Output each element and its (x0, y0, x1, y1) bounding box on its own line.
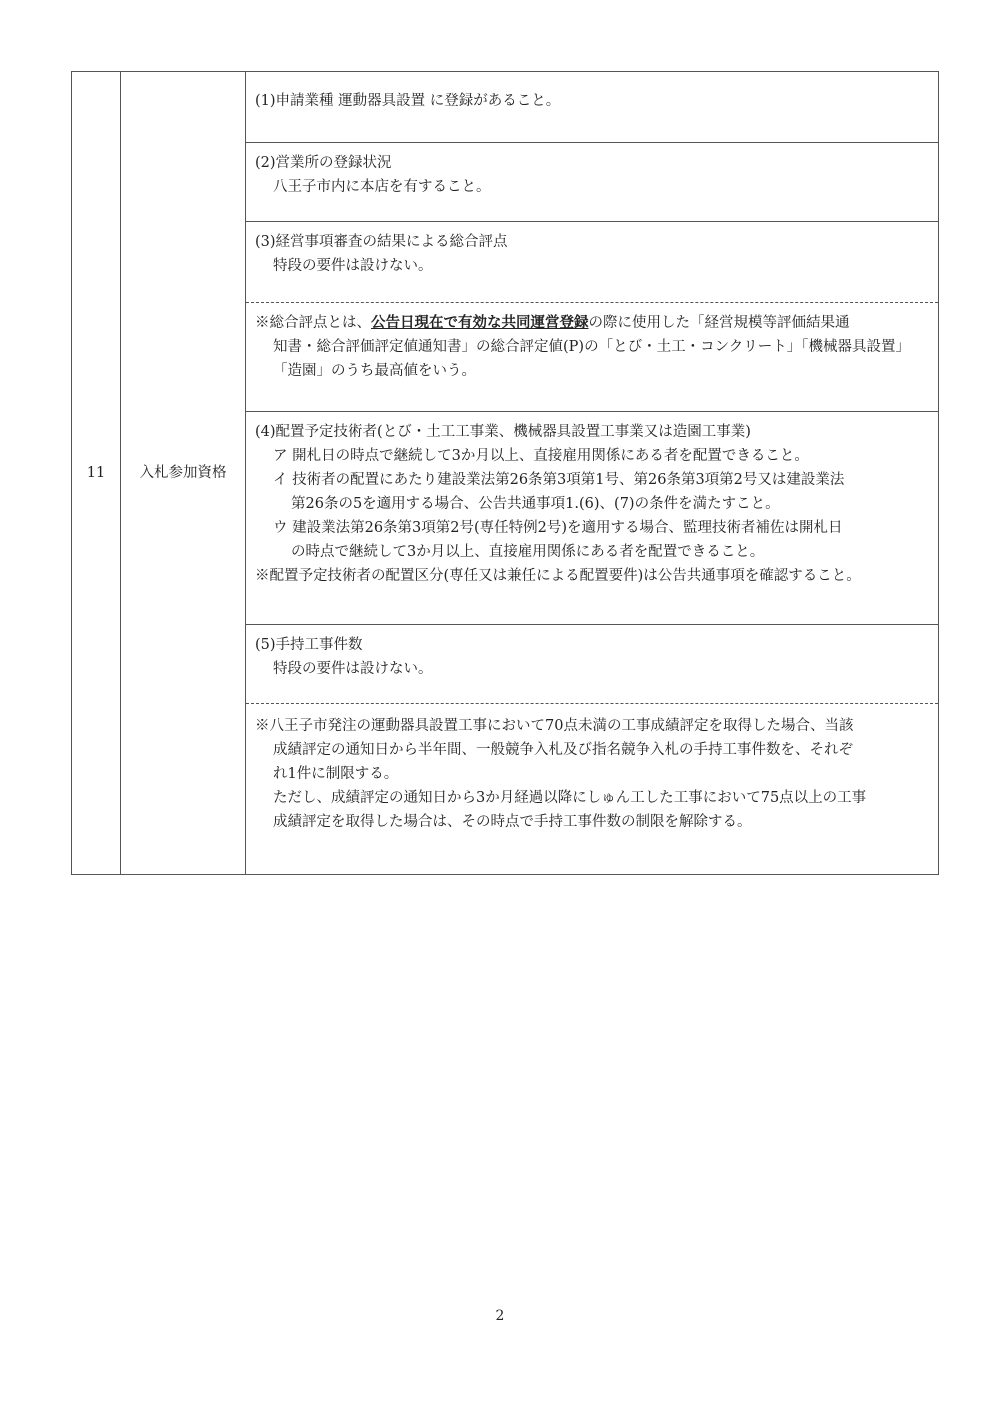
note-suffix: の際に使用した「経営規模等評価結果通 (588, 315, 850, 331)
item-3-note-cell (246, 303, 939, 412)
item-3-cell (246, 222, 939, 303)
item-4-note: ※配置予定技術者の配置区分(専任又は兼任による配置要件)は公告共通事項を確認すること。 (255, 568, 861, 584)
item-4-line-c-cont: の時点で継続して3か月以上、直接雇用関係にある者を配置できること。 (291, 544, 765, 560)
item-5-note-cell (246, 704, 939, 875)
item-1-text: (1)申請業種 運動器具設置 に登録があること。 (255, 93, 561, 109)
item-5-note-line-1: ※八王子市発注の運動器具設置工事において70点未満の工事成績評定を取得した場合、当該 (255, 718, 854, 734)
item-4-cell (246, 412, 939, 625)
item-4-line-a: ア 開札日の時点で継続して3か月以上、直接雇用関係にある者を配置できること。 (273, 448, 809, 464)
item-4-line-b-cont: 第26条の5を適用する場合、公告共通事項1.(6)、(7)の条件を満たすこと。 (291, 496, 780, 512)
item-5-heading: (5)手持工事件数 (255, 637, 363, 653)
item-4-heading: (4)配置予定技術者(とび・土工工事業、機械器具設置工事業又は造園工事業) (255, 424, 751, 440)
item-2-cell (246, 143, 939, 222)
note-prefix: ※総合評点とは、 (255, 315, 371, 331)
section-number: 11 (72, 72, 121, 875)
item-2-text: 八王子市内に本店を有すること。 (273, 179, 491, 195)
item-4-line-c: ウ 建設業法第26条第3項第2号(専任特例2号)を適用する場合、監理技術者補佐は開札日 (273, 520, 843, 536)
item-3-heading: (3)経営事項審査の結果による総合評点 (255, 234, 508, 250)
qualification-table (71, 71, 939, 875)
item-5-note-line-2: 成績評定の通知日から半年間、一般競争入札及び指名競争入札の手持工事件数を、それぞ (273, 742, 853, 758)
item-4-line-b: イ 技術者の配置にあたり建設業法第26条第3項第1号、第26条第3項第2号又は建設業法 (273, 472, 845, 488)
item-3-note-line-3: 「造園」のうち最高値をいう。 (273, 363, 476, 379)
page-number: 2 (495, 1308, 505, 1324)
item-5-cell (246, 625, 939, 704)
item-5-text: 特段の要件は設けない。 (273, 661, 433, 677)
item-5-note-line-4: ただし、成績評定の通知日から3か月経過以降にしゅん工した工事において75点以上の工事 (273, 790, 867, 806)
item-3-text: 特段の要件は設けない。 (273, 258, 433, 274)
item-5-note-line-3: れ1件に制限する。 (273, 766, 399, 782)
section-label: 入札参加資格 (121, 72, 246, 875)
note-emphasis: 公告日現在で有効な共同運営登録 (371, 314, 589, 331)
item-5-note-line-5: 成績評定を取得した場合は、その時点で手持工事件数の制限を解除する。 (273, 814, 752, 830)
item-2-heading: (2)営業所の登録状況 (255, 155, 392, 171)
item-3-note-line-1 (255, 311, 928, 335)
item-1-cell (246, 72, 939, 143)
item-3-note-line-2: 知書・総合評価評定値通知書」の総合評定値(P)の「とび・土工・コンクリート」「機械器具設置」 (273, 339, 911, 355)
